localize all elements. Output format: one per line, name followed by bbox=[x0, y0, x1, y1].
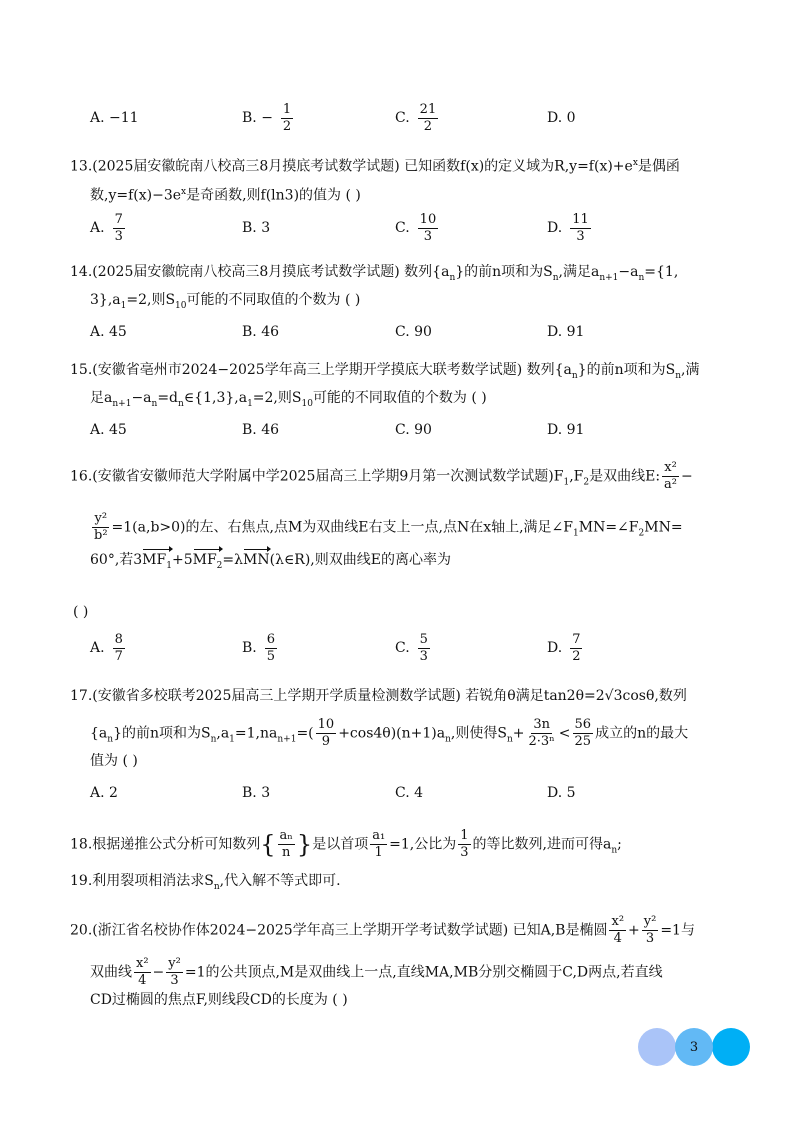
q14-option-b: B. 46 bbox=[242, 324, 280, 340]
fraction: $\frac{7}{2}$ bbox=[572, 631, 581, 664]
fraction: $\frac{\text{x²}}{4}$ bbox=[136, 956, 149, 988]
q14-option-a: A. 45 bbox=[90, 324, 127, 340]
q16-line2: $\frac{\text{y²}}{\text{b²}}$ =1(a,b>0)的左、右焦点,点M为双曲线E右支上一点,点N在x轴上,满足$\angle F_1MN=\angle F_2MN=$ bbox=[94, 511, 683, 543]
fraction: $\frac{6}{5}$ bbox=[266, 631, 276, 664]
q16-option-b: B. $\frac{6}{5}$ bbox=[242, 631, 276, 664]
page-number: 3 bbox=[675, 1028, 713, 1066]
q12-options bbox=[90, 100, 730, 136]
q17-option-a: A. 2 bbox=[90, 785, 118, 801]
q13-options bbox=[90, 210, 730, 246]
q15-option-c: C. 90 bbox=[395, 422, 432, 438]
fraction: $\frac{21}{2}$ bbox=[419, 101, 437, 134]
page-badge-circle-right bbox=[712, 1028, 750, 1066]
q14-line2: $3\},a_1=2$,则$S_{10}$可能的不同取值的个数为 ( ) bbox=[90, 292, 361, 311]
q16-options bbox=[90, 630, 730, 666]
q14-option-c: C. 90 bbox=[395, 324, 432, 340]
fraction: $\frac{11}{3}$ bbox=[572, 211, 589, 244]
q13-option-c: C. $\frac{10}{3}$ bbox=[395, 211, 437, 244]
fraction: $\frac{5}{3}$ bbox=[419, 631, 428, 664]
fraction: $\frac{\text{a₁}}{1}$ bbox=[372, 828, 386, 860]
q14-option-d: D. 91 bbox=[547, 324, 585, 340]
fraction: $\frac{1}{2}$ bbox=[282, 101, 292, 134]
q14-line1: 14.(2025届安徽皖南八校高三8月摸底考试数学试题) 数列$\{a_n\}$的前n项和为$S_n$,满足$a_{n+1}-a_n=\{1$, bbox=[70, 264, 679, 283]
q15-option-b: B. 46 bbox=[242, 422, 280, 438]
q20-line2: 双曲线 $\frac{\text{x²}}{4}$ − $\frac{\text{y²}}{3}$ =1的公共顶点,M是双曲线上一点,直线MA,MB分别交椭圆于C,D两点,若直线 bbox=[90, 956, 663, 988]
q17-line1: 17.(安徽省多校联考2025届高三上学期开学质量检测数学试题) 若锐角θ满足tan2θ=2√3cosθ,数列 bbox=[70, 688, 687, 704]
q17-option-d: D. 5 bbox=[547, 785, 576, 801]
fraction: $\frac{56}{25}$ bbox=[574, 717, 592, 749]
left-brace: { bbox=[260, 830, 276, 859]
q13-option-b: B. 3 bbox=[242, 220, 271, 236]
page-badge-circle-left bbox=[638, 1028, 676, 1066]
q16-line3: 60°,若$3MF_1+5MF_2=\lambda MN(\lambda\in R)$,则双曲线E的离心率为 bbox=[90, 550, 728, 576]
q18-line: 18.根据递推公式分析可知数列{ $\frac{\text{aₙ}}{n}$ }是以首项 $\frac{\text{a₁}}{1}$ =1,公比为 $\frac{1}{3}$ 的等比数列,进而可得$a_n$; bbox=[70, 828, 622, 860]
q16-option-a: A. $\frac{8}{7}$ bbox=[90, 631, 123, 664]
q12-option-b: B. − $\frac{1}{2}$ bbox=[242, 101, 292, 134]
q15-option-a: A. 45 bbox=[90, 422, 127, 438]
q16-line1: 16.(安徽省安徽师范大学附属中学2025届高三上学期9月第一次测试数学试题)$F_1,F_2$是双曲线E: $\frac{\text{x²}}{\text{a²}}$ − bbox=[70, 460, 693, 492]
q14-options bbox=[90, 314, 730, 350]
fraction: $\frac{\text{y²}}{3}$ bbox=[643, 914, 657, 946]
fraction: $\frac{3n}{\text{2·3ⁿ}}$ bbox=[528, 717, 555, 749]
q17-options bbox=[90, 775, 730, 811]
q13-line2: 数$,y=f(x)-3e^x$是奇函数,则f(ln3)的值为 ( ) bbox=[90, 187, 361, 204]
q13-option-d: D. $\frac{11}{3}$ bbox=[547, 211, 589, 244]
fraction: $\frac{7}{3}$ bbox=[114, 211, 123, 244]
q17-line3: 值为 ( ) bbox=[90, 753, 138, 769]
q17-line2: $\{a_n\}$的前n项和为$S_n,a_1=1,na_{n+1}=$( $\frac{10}{9}$ $+\cos 4\theta)(n+1)a_n$,则使得$S_n+$ $\frac{3n}{\text{2·3ⁿ}}$ < $\frac{56}{25}$ 成立的n的最大 bbox=[90, 717, 689, 749]
q15-line1: 15.(安徽省亳州市2024−2025学年高三上学期开学摸底大联考数学试题) 数列$\{a_n\}$的前n项和为$S_n$,满 bbox=[70, 362, 700, 381]
vector-mn: MN bbox=[243, 552, 270, 568]
q15-line2: 足$a_{n+1}-a_n=d_n\in\{1,3\},a_1=2$,则$S_{10}$可能的不同取值的个数为 ( ) bbox=[90, 390, 487, 409]
fraction: $\frac{\text{y²}}{\text{b²}}$ bbox=[94, 511, 108, 543]
q15-option-d: D. 91 bbox=[547, 422, 585, 438]
q17-option-b: B. 3 bbox=[242, 785, 271, 801]
q16-answer-paren: ( ) bbox=[73, 604, 89, 620]
q20-line1: 20.(浙江省名校协作体2024−2025学年高三上学期开学考试数学试题) 已知A,B是椭圆 $\frac{\text{x²}}{4}$ + $\frac{\text{y²}}{3}$ =1与 bbox=[70, 914, 695, 946]
fraction: $\frac{\text{x²}}{\text{a²}}$ bbox=[664, 460, 677, 492]
q12-option-d: D. 0 bbox=[547, 110, 576, 126]
fraction: $\frac{8}{7}$ bbox=[114, 631, 123, 664]
q12-option-a: A. −11 bbox=[90, 110, 139, 126]
fraction: $\frac{1}{3}$ bbox=[460, 828, 469, 860]
fraction: $\frac{\text{aₙ}}{n}$ bbox=[279, 828, 293, 860]
q13-option-a: A. $\frac{7}{3}$ bbox=[90, 211, 123, 244]
fraction: $\frac{10}{9}$ bbox=[317, 717, 335, 749]
q15-options bbox=[90, 412, 730, 448]
q16-option-c: C. $\frac{5}{3}$ bbox=[395, 631, 428, 664]
right-brace: } bbox=[296, 830, 313, 859]
q12-option-c: C. $\frac{21}{2}$ bbox=[395, 101, 437, 134]
q13-line1: 13.(2025届安徽皖南八校高三8月摸底考试数学试题) 已知函数f(x)的定义域为$R,y=f(x)+e^x$是偶函 bbox=[70, 158, 680, 175]
q20-line3: CD过椭圆的焦点F,则线段CD的长度为 ( ) bbox=[90, 992, 348, 1008]
vector-mf1: $MF_1$ bbox=[142, 550, 172, 576]
vector-mf2: $MF_2$ bbox=[193, 550, 223, 576]
q17-option-c: C. 4 bbox=[395, 785, 424, 801]
fraction: $\frac{\text{x²}}{4}$ bbox=[611, 914, 625, 946]
q19-line: 19.利用裂项相消法求$S_n$,代入解不等式即可. bbox=[70, 873, 341, 892]
fraction: $\frac{\text{y²}}{3}$ bbox=[168, 956, 181, 988]
fraction: $\frac{10}{3}$ bbox=[419, 211, 437, 244]
q16-option-d: D. $\frac{7}{2}$ bbox=[547, 631, 581, 664]
